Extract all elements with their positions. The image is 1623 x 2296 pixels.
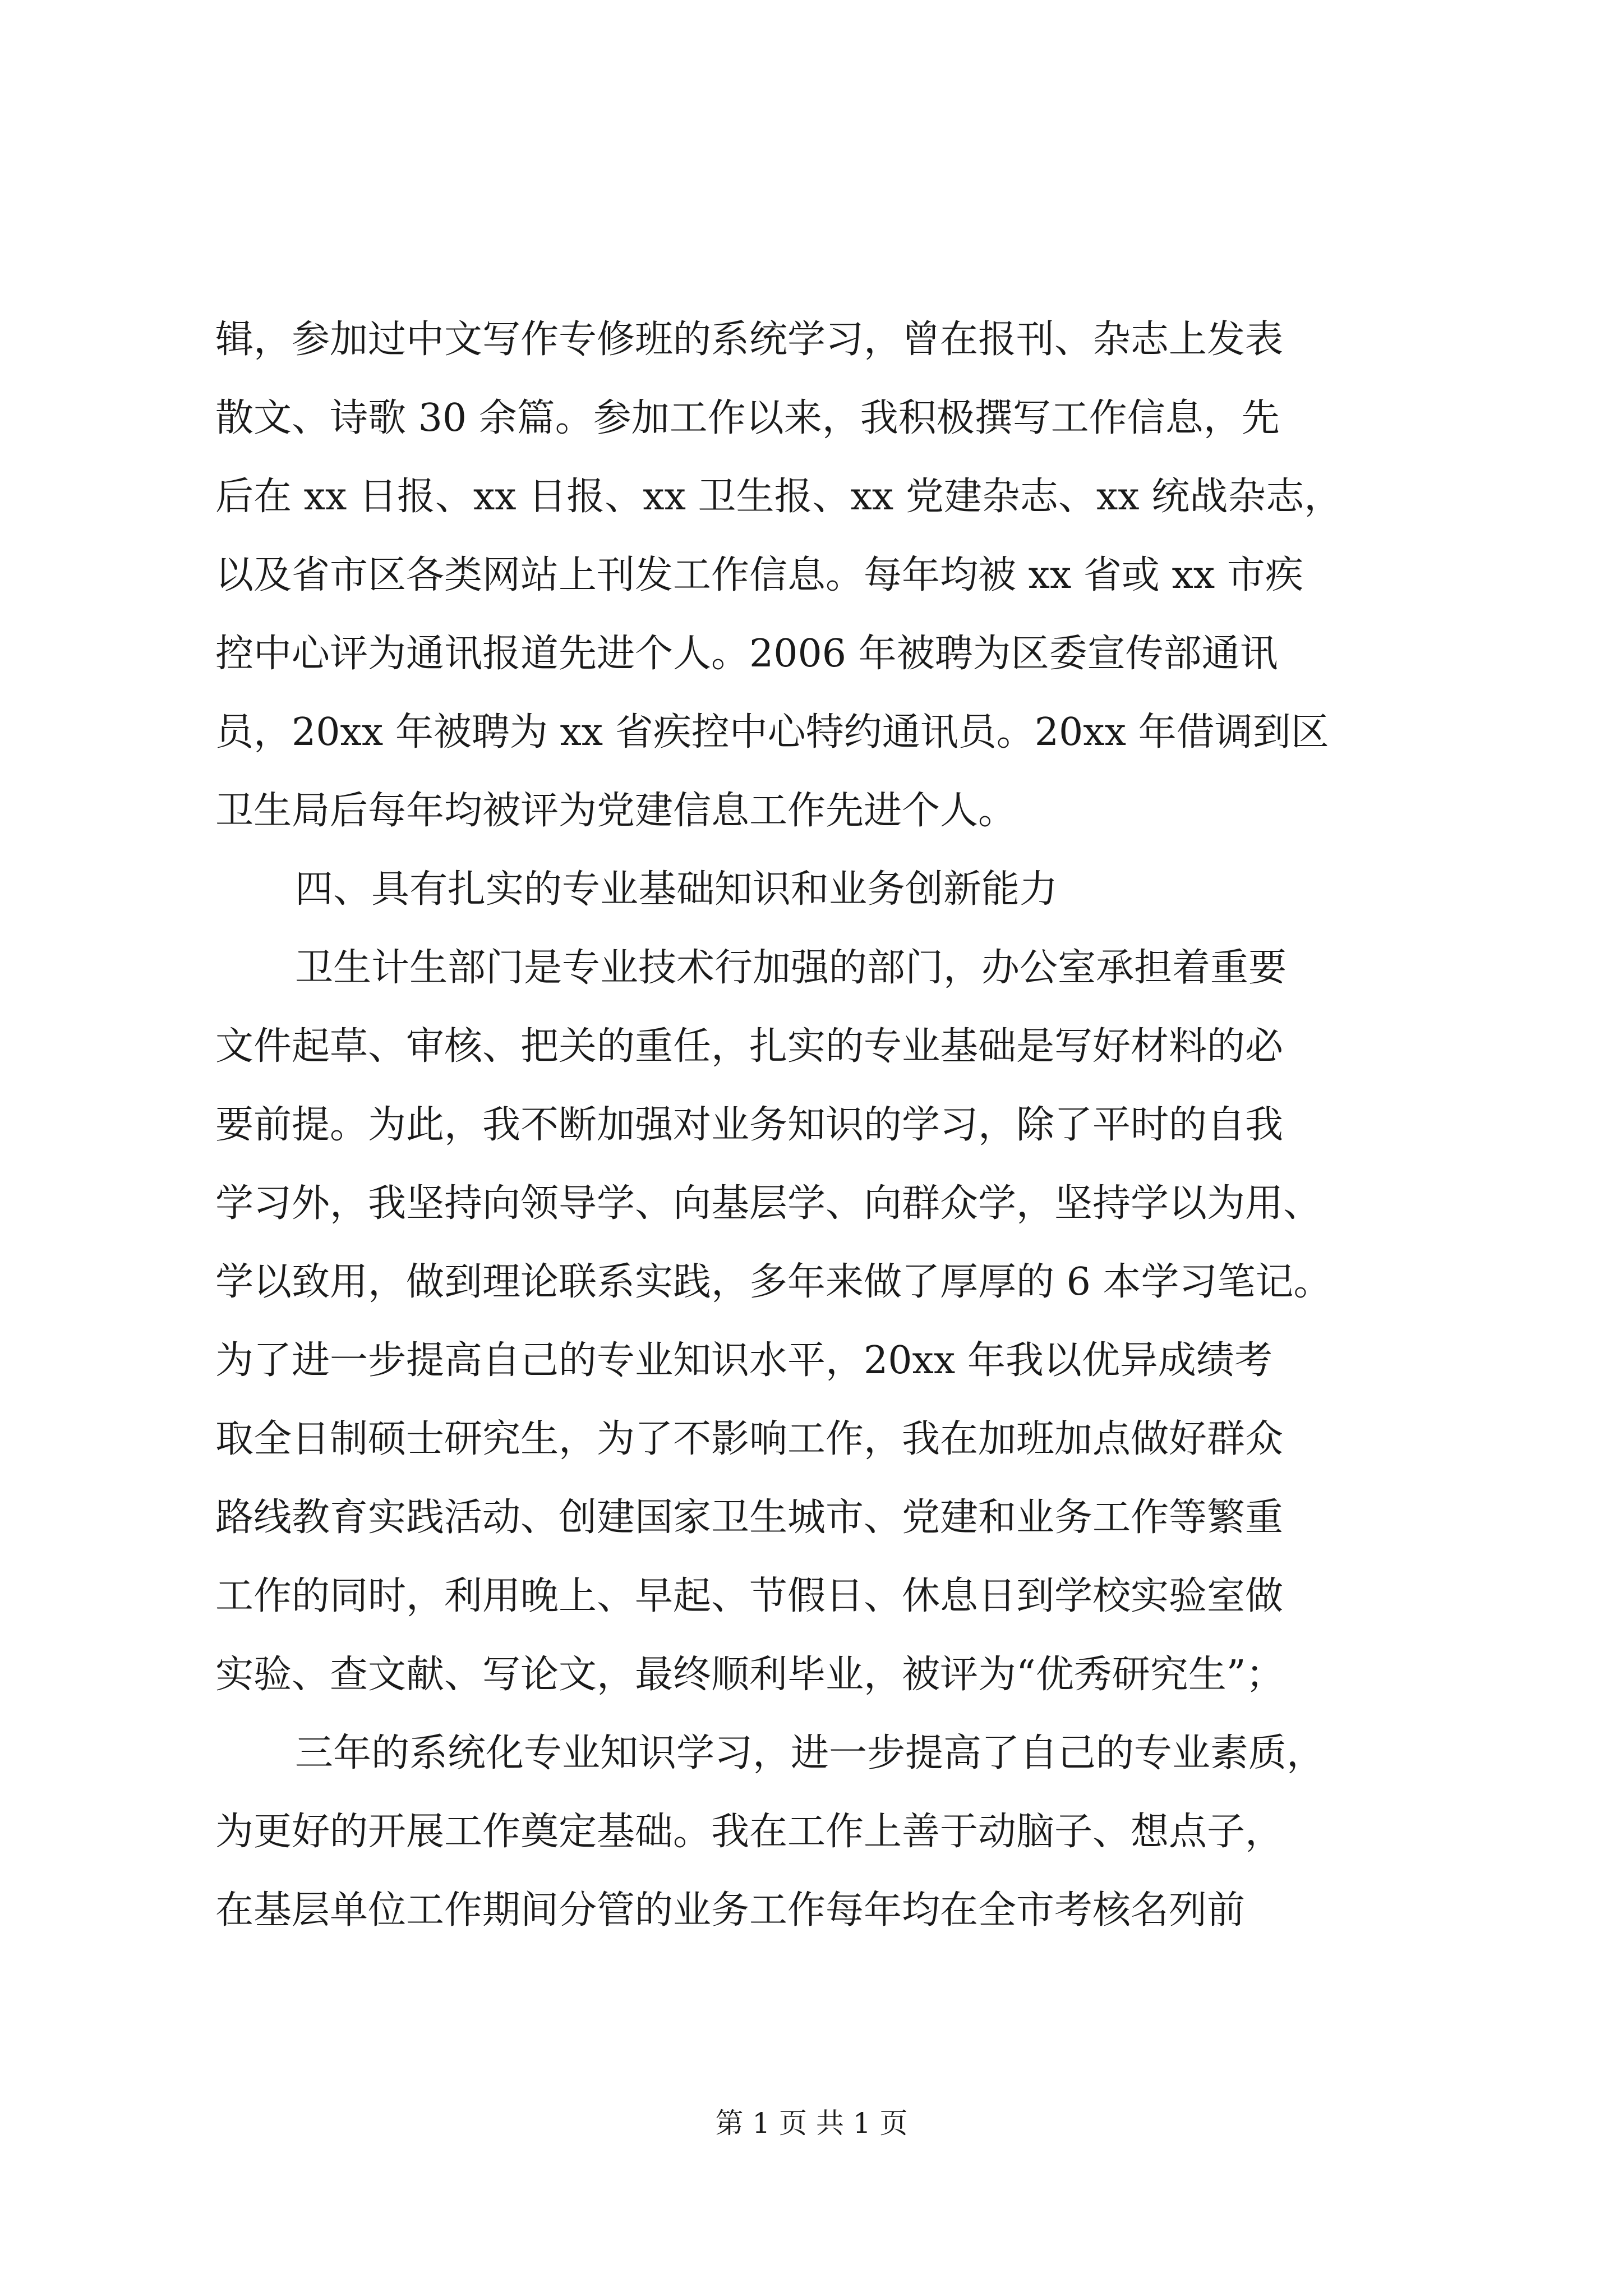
- body-line: 控中心评为通讯报道先进个人。2006 年被聘为区委宣传部通讯: [215, 632, 1278, 676]
- body-line: 实验、查文献、写论文，最终顺利毕业，被评为“优秀研究生”；: [215, 1653, 1284, 1697]
- body-line: 文件起草、审核、把关的重任，扎实的专业基础是写好材料的必: [215, 1024, 1284, 1069]
- body-line: 三年的系统化专业知识学习，进一步提高了自己的专业素质，: [295, 1731, 1325, 1775]
- body-line: 为更好的开展工作奠定基础。我在工作上善于动脑子、想点子，: [215, 1810, 1284, 1854]
- body-line: 在基层单位工作期间分管的业务工作每年均在全市考核名列前: [215, 1888, 1246, 1932]
- body-line: 员，20xx 年被聘为 xx 省疾控中心特约通讯员。20xx 年借调到区: [215, 710, 1329, 754]
- document-body: [215, 301, 1410, 1950]
- body-line: 要前提。为此，我不断加强对业务知识的学习，除了平时的自我: [215, 1103, 1284, 1147]
- page-footer: 第 1 页 共 1 页: [715, 2107, 908, 2139]
- body-line: 学以致用，做到理论联系实践，多年来做了厚厚的 6 本学习笔记。: [215, 1260, 1332, 1304]
- body-line: 辑，参加过中文写作专修班的系统学习，曾在报刊、杂志上发表: [215, 318, 1284, 362]
- body-line: 以及省市区各类网站上刊发工作信息。每年均被 xx 省或 xx 市疾: [215, 553, 1303, 597]
- body-line: 散文、诗歌 30 余篇。参加工作以来，我积极撰写工作信息，先: [215, 396, 1280, 440]
- body-line: 后在 xx 日报、xx 日报、xx 卫生报、xx 党建杂志、xx 统战杂志，: [215, 475, 1343, 519]
- body-line: 学习外，我坚持向领导学、向基层学、向群众学，坚持学以为用、: [215, 1181, 1322, 1226]
- section-heading: 四、具有扎实的专业基础知识和业务创新能力: [295, 867, 1058, 912]
- body-line: 卫生局后每年均被评为党建信息工作先进个人。: [215, 789, 1017, 833]
- body-line: 路线教育实践活动、创建国家卫生城市、党建和业务工作等繁重: [215, 1496, 1284, 1540]
- body-line: 为了进一步提高自己的专业知识水平，20xx 年我以优异成绩考: [215, 1338, 1272, 1383]
- body-line: 取全日制硕士研究生，为了不影响工作，我在加班加点做好群众: [215, 1417, 1284, 1461]
- body-line: 工作的同时，利用晚上、早起、节假日、休息日到学校实验室做: [215, 1574, 1284, 1618]
- body-line: 卫生计生部门是专业技术行加强的部门，办公室承担着重要: [295, 946, 1287, 990]
